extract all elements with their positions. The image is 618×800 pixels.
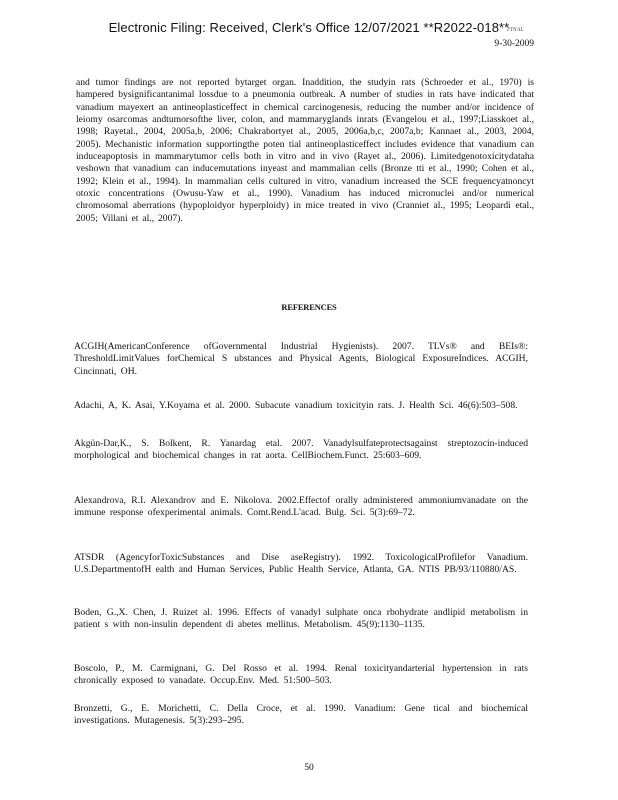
reference-item: Adachi, A, K. Asai, Y.Koyama et al. 2000. Subacute vanadium toxicityin rats. J. Health Sci. 46(6):503–508. — [74, 400, 518, 411]
filing-stamp: Electronic Filing: Received, Clerk's Office 12/07/2021 **R2022-018** — [108, 20, 510, 35]
references-heading: REFERENCES — [281, 302, 337, 312]
reference-item: ATSDR (AgencyforToxicSubstances and Dise aseRegistry). 1992. ToxicologicalProfilefor Vanadium. U.S.DepartmentofH ealth and Human Services, Public Health Service, Atlanta, GA. NTIS PB/93/110880/AS. — [74, 552, 528, 576]
reference-item: Akgün-Dar,K., S. Bolkent, R. Yanardag etal. 2007. Vanadylsulfateprotectsagainst streptozocin-induced morphological and biochemical changes in rat aorta. CellBiochem.Funct. 25:603–609. — [74, 438, 528, 462]
reference-item: Boscolo, P., M. Carmignani, G. Del Rosso et al. 1994. Renal toxicityandarterial hypertension in rats chronically exposed to vanadate. Occup.Env. Med. 51:500–503. — [74, 663, 528, 687]
reference-item: Boden, G.,X. Chen, J. Ruizet al. 1996. Effects of vanadyl sulphate onca rbohydrate andlipid metabolism in patient s with non-insulin dependent di abetes mellitus. Metabolism. 45(9):1130–1135. — [74, 607, 528, 631]
reference-item: Alexandrova, R.I. Alexandrov and E. Nikolova. 2002.Effectof orally administered ammoniumvanadate on the immune response ofexperimental animals. Comt.Rend.L'acad. Bulg. Sci. 5(3):69–72. — [74, 495, 528, 519]
reference-item: ACGIH(AmericanConference ofGovernmental Industrial Hygienists). 2007. TLVs® and BEIs®: ThresholdLimitValues forChemical S ubstances and Physical Agents, Biological ExposureIndices. ACGIH, Cincinnati, OH. — [74, 341, 528, 377]
page-number: 50 — [304, 763, 314, 773]
body-paragraph: and tumor findings are not reported bytarget organ. Inaddition, the studyin rats (Schroeder et al., 1970) is hampered bysignificantanimal lossdue to a pneumonia outbreak. A number of studies in rats have indicated that vanadium mayexert an antineoplasticeffect in chemical carcinogenesis, reducing the number and/or incidence of leiomy osarcomas andtumorsofthe liver, colon, and mammaryglands inrats (Evangelou et al., 1997;Liasskoet al., 1998; Rayetal., 2004, 2005a,b, 2006; Chakrabortyet al., 2005, 2006a,b,c, 2007a,b; Kannaet al., 2003, 2004, 2005). Mechanistic information supportingthe poten tial antineoplasticeffect includes evidence that vanadium can induceapoptosis in mammarytumor cells both in vitro and in vivo (Rayet al., 2006). Limitedgenotoxicitydataha veshown that vanadium can inducemutations inyeast and mammalian cells (Bronze tti et al., 1990; Cohen et al., 1992; Klein et al., 1994). In mammalian cells cultured in vitro, vanadium increased the SCE frequencyatnoncyt otoxic concentrations (Owusu-Yaw et al., 1990). Vanadium has induced micronuclei and/or numerical chromosomal aberrations (hypoploidyor hyperploidy) in mice treated in vivo (Cranniet al., 1995; Leopardi etal., 2005; Villani et al., 2007). — [76, 77, 534, 224]
document-date: 9-30-2009 — [494, 39, 534, 49]
reference-item: Bronzetti, G., E. Morichetti, C. Della Croce, et al. 1990. Vanadium: Gene tical and biochemical investigations. Mutagenesis. 5(3):293–295. — [74, 703, 528, 727]
draft-mark: FINAL — [507, 27, 524, 33]
